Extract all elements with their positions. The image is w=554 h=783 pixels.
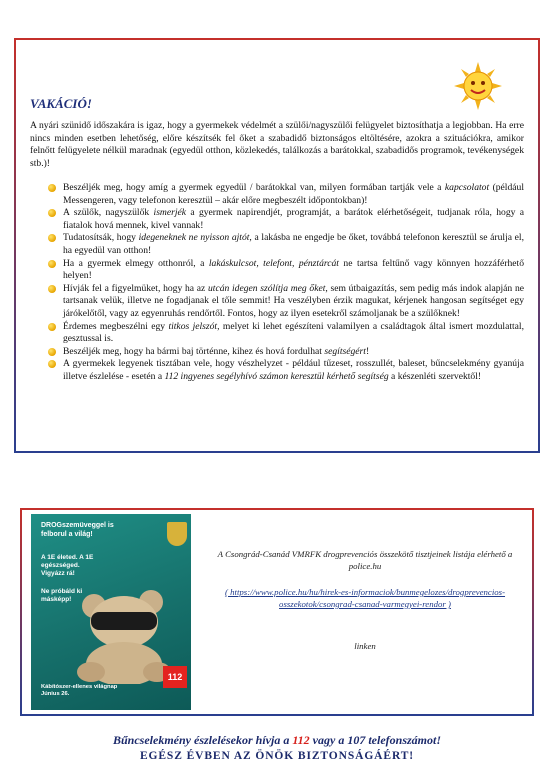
emergency-number-badge: 112 bbox=[163, 666, 187, 688]
list-item: Érdemes megbeszélni egy titkos jelszót, melyet ki lehet egészíteni valamilyen a családtagok által ismert mozdulattal, gesztussal is. bbox=[30, 321, 524, 346]
poster-headline: DROGszemüveggel is felborul a világ! bbox=[41, 522, 114, 538]
list-item: Beszéljék meg, hogy amíg a gyermek egyedül / barátokkal van, milyen formában tartják vele a kapcsolatot (például Messengeren, vagy telefonon keresztül – akár előre megbeszélt időpontokban)! bbox=[30, 182, 524, 207]
list-item: Tudatosítsák, hogy idegeneknek ne nyisson ajtót, a lakásba ne engedje be őket, továbbá telefonon keresztül se árulja el, ha egyedül van otthon! bbox=[30, 232, 524, 257]
bullet-icon bbox=[48, 323, 56, 331]
poster-slogan: A 1E életed. A 1E egészséged. Vigyázz rá! bbox=[41, 554, 94, 577]
page-title: VAKÁCIÓ! bbox=[30, 96, 92, 111]
intro-paragraph: A nyári szünidő időszakára is igaz, hogy a gyermekek védelmét a szülői/nagyszülői felügyelet biztosíthatja a legjobban. Ha erre nincs minden esetben lehetőség, előre készítsék fel őket a szabadidő biztonságos eltöltésére, azokra a szituációkra, amikor felnőtt felügyelete nélkül maradnak (egyedül otthon, közlekedés, találkozás a barátokkal, szabadidős programok, tevékenységek stb.)! bbox=[30, 120, 524, 169]
bullet-icon bbox=[48, 260, 56, 268]
police-link[interactable]: ( https://www.police.hu/hu/hirek-es-informaciok/bunmegelozes/drogprevencios-osszekotok/csongrad-csanad-varmegyei-rendor ) bbox=[224, 587, 506, 609]
list-item: A szülők, nagyszülők ismerjék a gyermek napirendjét, programját, a barátok elérhetőségeit, tudjanak róla, hogy a fiatalok hová mennek, kivel vannak! bbox=[30, 207, 524, 232]
bullet-icon bbox=[48, 348, 56, 356]
bullet-icon bbox=[48, 360, 56, 368]
bullet-icon bbox=[48, 234, 56, 242]
emergency-number: 112 bbox=[292, 733, 310, 747]
list-item: Beszéljék meg, hogy ha bármi baj történne, kihez és hová fordulhat segítségért! bbox=[30, 346, 524, 359]
poster-image bbox=[31, 514, 191, 710]
advice-list bbox=[30, 182, 524, 384]
sun-icon bbox=[454, 62, 502, 110]
poster-footer: Kábítószer-ellenes világnap Június 26. bbox=[41, 684, 118, 697]
footer-slogan: EGÉSZ ÉVBEN AZ ÖNÖK BIZTONSÁGÁÉRT! bbox=[139, 750, 415, 762]
bullet-icon bbox=[48, 285, 56, 293]
list-item: Hívják fel a figyelmüket, hogy ha az utcán idegen szólítja meg őket, sem útbaigazítás, sem pedig más indok alapján ne tartsanak velük, illetve ne fogadjanak el tőle semmit! Ha veszélyben érzik magukat, kérjenek hangosan segítséget egy járókelőtől, vagy az egyenruhás rendőrtől. Fontos, hogy az ilyen esetekről számoljanak be a szülőknek! bbox=[30, 283, 524, 321]
poster-warning: Ne próbáld ki másképp! bbox=[41, 588, 83, 603]
bullet-icon bbox=[48, 209, 56, 217]
info-text: A Csongrád-Csanád VMRFK drogprevenciós összekötő tisztjeinek listája elérhető a police.hu bbox=[217, 549, 513, 571]
list-item: A gyermekek legyenek tisztában vele, hogy vészhelyzet - például tűzeset, rosszullét, baleset, bűncselekmény gyanúja illetve észlelése - esetén a 112 ingyenes segélyhívó számon keresztül kérhető segítség a készenléti szervektől! bbox=[30, 358, 524, 383]
list-item: Ha a gyermek elmegy otthonról, a lakáskulcsot, telefont, pénztárcát ne tartsa feltűnő vagy könnyen hozzáférhető helyen! bbox=[30, 258, 524, 283]
link-suffix: linken bbox=[354, 641, 376, 651]
police-badge-icon bbox=[167, 522, 187, 546]
bullet-icon bbox=[48, 184, 56, 192]
footer-call-line: Bűncselekmény észlelésekor hívja a 112 vagy a 107 telefonszámot! bbox=[113, 733, 441, 747]
